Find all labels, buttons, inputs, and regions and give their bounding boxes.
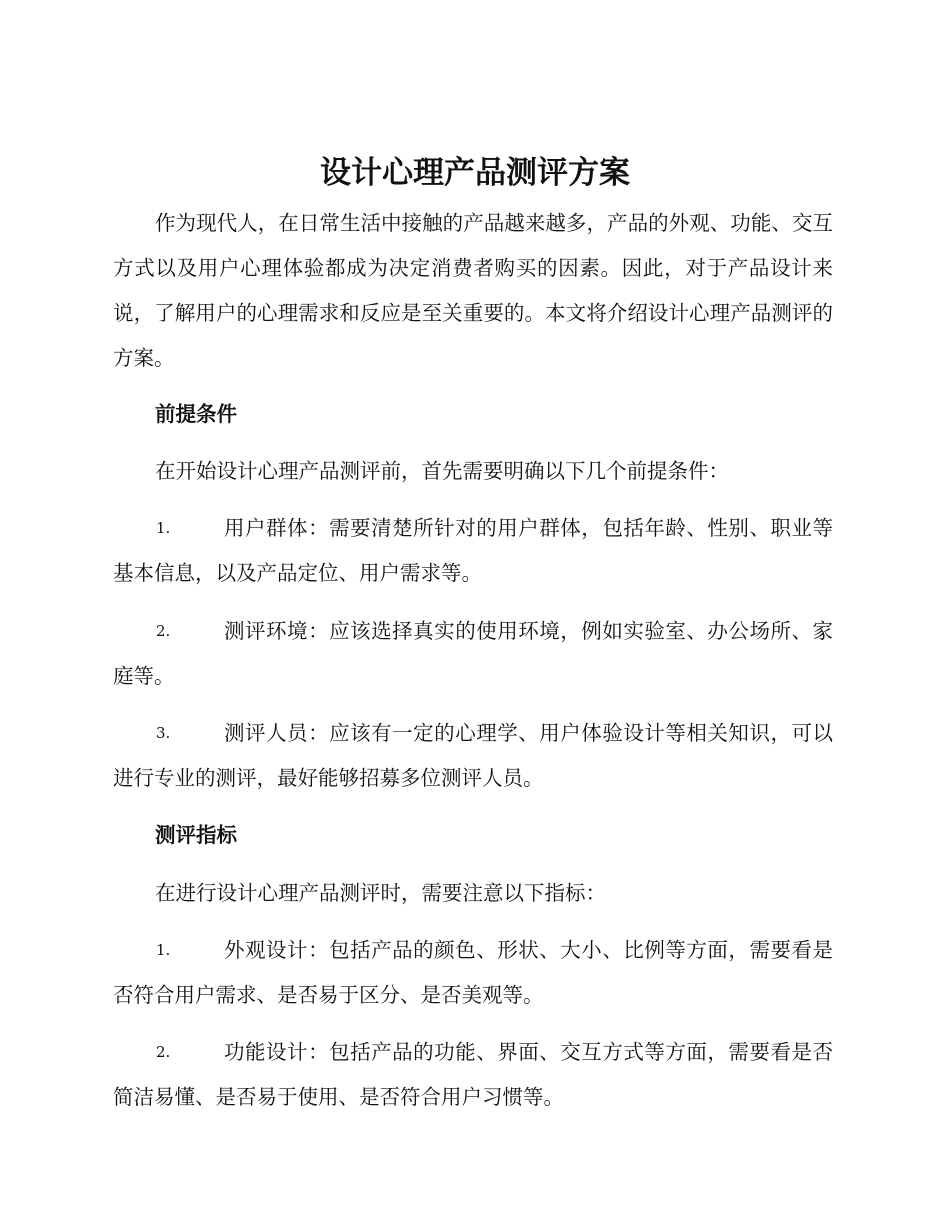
document-title: 设计心理产品测评方案	[320, 155, 630, 191]
list-item-text: 外观设计：包括产品的颜色、形状、大小、比例等方面，需要看是否符合用户需求、是否易于区分、是否美观等。	[113, 938, 833, 1007]
list-item	[113, 928, 833, 1018]
list-item-text: 用户群体：需要清楚所针对的用户群体，包括年龄、性别、职业等基本信息，以及产品定位、用户需求等。	[113, 516, 833, 585]
list-item	[113, 506, 833, 596]
section-lead-metrics: 在进行设计心理产品测评时，需要注意以下指标：	[155, 881, 606, 905]
list-item-number: 1.	[156, 519, 171, 537]
list-item-text: 测评环境：应该选择真实的使用环境，例如实验室、办公场所、家庭等。	[113, 619, 833, 688]
list-item	[113, 609, 833, 699]
section-heading-metrics: 测评指标	[155, 823, 237, 847]
list-item-number: 2.	[156, 622, 171, 640]
list-item-number: 1.	[156, 941, 171, 959]
list-item-text: 功能设计：包括产品的功能、界面、交互方式等方面，需要看是否简洁易懂、是否易于使用、是否符合用户习惯等。	[113, 1040, 833, 1109]
list-item-text: 测评人员：应该有一定的心理学、用户体验设计等相关知识，可以进行专业的测评，最好能够招募多位测评人员。	[113, 721, 833, 790]
list-item-number: 2.	[156, 1043, 171, 1061]
section-heading-prerequisites: 前提条件	[155, 402, 237, 426]
list-item-number: 3.	[156, 724, 171, 742]
section-lead-prerequisites: 在开始设计心理产品测评前，首先需要明确以下几个前提条件：	[155, 459, 729, 483]
list-item	[113, 1030, 833, 1120]
intro-paragraph: 作为现代人，在日常生活中接触的产品越来越多，产品的外观、功能、交互方式以及用户心理体验都成为决定消费者购买的因素。因此，对于产品设计来说，了解用户的心理需求和反应是至关重要的。本文将介绍设计心理产品测评的方案。	[113, 211, 833, 370]
list-item	[113, 711, 833, 801]
